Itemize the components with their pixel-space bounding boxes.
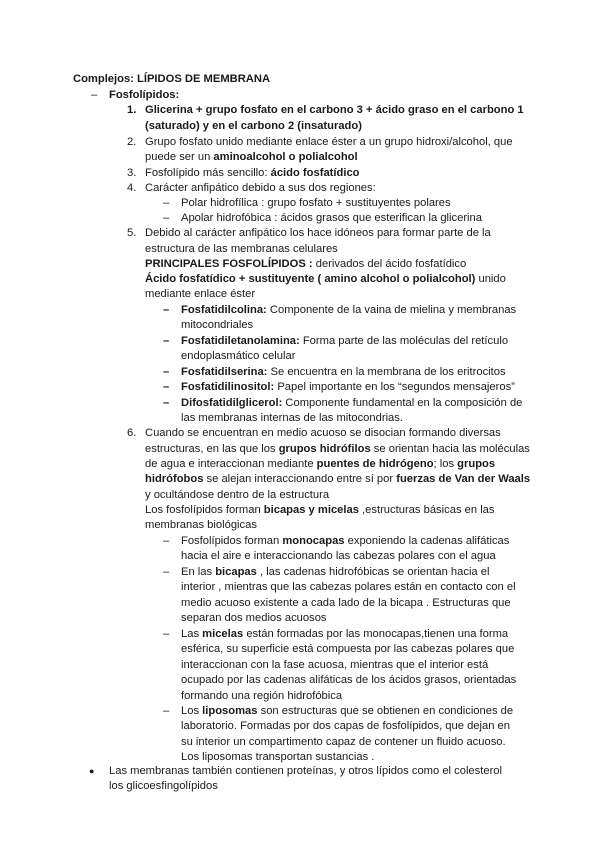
structure-line: esférica, su superficie está compuesta por las cabezas polares que xyxy=(181,643,515,656)
item3-line: Fosfolípido más sencillo: ácido fosfatídico xyxy=(145,167,360,179)
dash-marker: – xyxy=(163,535,170,547)
dash-marker: – xyxy=(163,304,170,316)
item2-line1: Grupo fosfato unido mediante enlace éster a un grupo hidroxi/alcohol, que xyxy=(145,136,513,148)
item1-line2: (saturado) y en el carbono 2 (insaturado) xyxy=(145,120,362,132)
structure-line: Los liposomas transportan sustancias . xyxy=(181,751,375,764)
fosfolipido-entry-cont: las membranas internas de las mitocondrias. xyxy=(181,412,403,424)
mediante-line: mediante enlace éster xyxy=(145,288,256,300)
fosfolipido-entry: Fosfatidilserina: Se encuentra en la membrana de los eritrocitos xyxy=(181,366,506,378)
item4-line: Carácter anfipático debido a sus dos regiones: xyxy=(145,182,376,194)
dash-marker: – xyxy=(91,89,98,101)
structure-line: laboratorio. Formadas por dos capas de fosfolípidos, que dejan en xyxy=(181,720,510,733)
structure-line: Las micelas están formadas por las monocapas,tienen una forma xyxy=(181,628,509,640)
bullet-icon: ● xyxy=(89,766,95,776)
principales-line: PRINCIPALES FOSFOLÍPIDOS : derivados del ácido fosfatídico xyxy=(145,258,467,270)
dash-marker: – xyxy=(163,335,170,347)
item6-line3: de agua e interaccionan mediante puentes de hidrógeno; los grupos xyxy=(145,458,496,470)
structure-line: interior , mientras que las cabezas polares están en contacto con el xyxy=(181,581,516,594)
dash-marker: – xyxy=(163,566,170,578)
structure-line: formando una región hidrofóbica xyxy=(181,689,343,702)
fosfolipido-entry: Fosfatidilcolina: Componente de la vaina de mielina y membranas xyxy=(181,304,517,316)
dash-marker: – xyxy=(163,397,170,409)
item-number: 6. xyxy=(127,427,137,439)
item6-line2: estructuras, en las que los grupos hidrófilos se orientan hacia las moléculas xyxy=(145,443,530,455)
dash-marker: – xyxy=(163,705,170,717)
structure-line: ocupado por las cadenas alifáticas de los ácidos grasos, orientadas xyxy=(181,674,517,687)
item6-line7: membranas biológicas xyxy=(145,519,257,531)
dash-marker: – xyxy=(163,381,170,393)
item5-line1: Debido al carácter anfipático los hace idóneos para formar parte de la xyxy=(145,227,491,239)
item2-line2: puede ser un aminoalcohol o polialcohol xyxy=(145,151,358,163)
item6-line4: hidrófobos se alejan interaccionando entre sí por fuerzas de Van der Waals xyxy=(145,473,531,485)
fosfolipido-entry-cont: mitocondriales xyxy=(181,319,254,331)
final-bullet-line2: los glicoesfingolípidos xyxy=(109,780,218,792)
fosfolipido-entry-cont: endoplasmático celular xyxy=(181,350,296,362)
structure-line: hacia el aire e interaccionando las cabezas polares con el agua xyxy=(181,550,496,563)
structure-line: Fosfolípidos forman monocapas exponiendo la cadenas alifáticas xyxy=(181,535,510,547)
structure-line: En las bicapas , las cadenas hidrofóbicas se orientan hacia el xyxy=(181,566,490,578)
item-number: 2. xyxy=(127,136,137,148)
fosfolipidos-heading: Fosfolípidos: xyxy=(109,89,180,101)
structure-line: medio acuoso existente a cada lado de la bicapa . Estructuras que xyxy=(181,596,511,609)
fosfolipido-entry: Fosfatidiletanolamina: Forma parte de las moléculas del retículo xyxy=(181,335,509,347)
dash-marker: – xyxy=(163,212,170,224)
structure-line: separan dos medios acuosos xyxy=(181,612,327,625)
item5-line2: estructura de las membranas celulares xyxy=(145,243,338,255)
structure-line: interaccionan con la fase acuosa, mientras que el interior está xyxy=(181,658,489,671)
dash-marker: – xyxy=(163,197,170,209)
item-number: 3. xyxy=(127,167,137,179)
acido-line: Ácido fosfatídico + sustituyente ( amino alcohol o polialcohol) unido xyxy=(145,273,506,285)
item-number: 1. xyxy=(127,104,137,116)
item6-line6: Los fosfolípidos forman bicapas y micelas ,estructuras básicas en las xyxy=(145,504,495,516)
item-number: 4. xyxy=(127,182,137,194)
item4-sub2: Apolar hidrofóbica : ácidos grasos que esterifican la glicerina xyxy=(181,212,482,224)
final-bullet-line1: Las membranas también contienen proteínas, y otros lípidos como el colesterol xyxy=(109,765,503,777)
item4-sub1: Polar hidrofílica : grupo fosfato + sustituyentes polares xyxy=(181,197,451,209)
fosfolipido-entry: Difosfatidilglicerol: Componente fundamental en la composición de xyxy=(181,397,523,409)
fosfolipido-entry: Fosfatidilinositol: Papel importante en los “segundos mensajeros” xyxy=(181,381,515,393)
structure-line: Los liposomas son estructuras que se obtienen en condiciones de xyxy=(181,705,514,717)
document-title: Complejos: LÍPIDOS DE MEMBRANA xyxy=(73,73,271,85)
dash-marker: – xyxy=(163,628,170,640)
item1-line1: Glicerina + grupo fosfato en el carbono 3 + ácido graso en el carbono 1 xyxy=(145,104,524,116)
structure-line: su interior un compartimento capaz de contener un fluido acuoso. xyxy=(181,735,506,748)
item6-line5: y ocultándose dentro de la estructura xyxy=(145,489,330,501)
dash-marker: – xyxy=(163,366,170,378)
item6-line1: Cuando se encuentran en medio acuoso se disocian formando diversas xyxy=(145,427,501,439)
item-number: 5. xyxy=(127,227,137,239)
